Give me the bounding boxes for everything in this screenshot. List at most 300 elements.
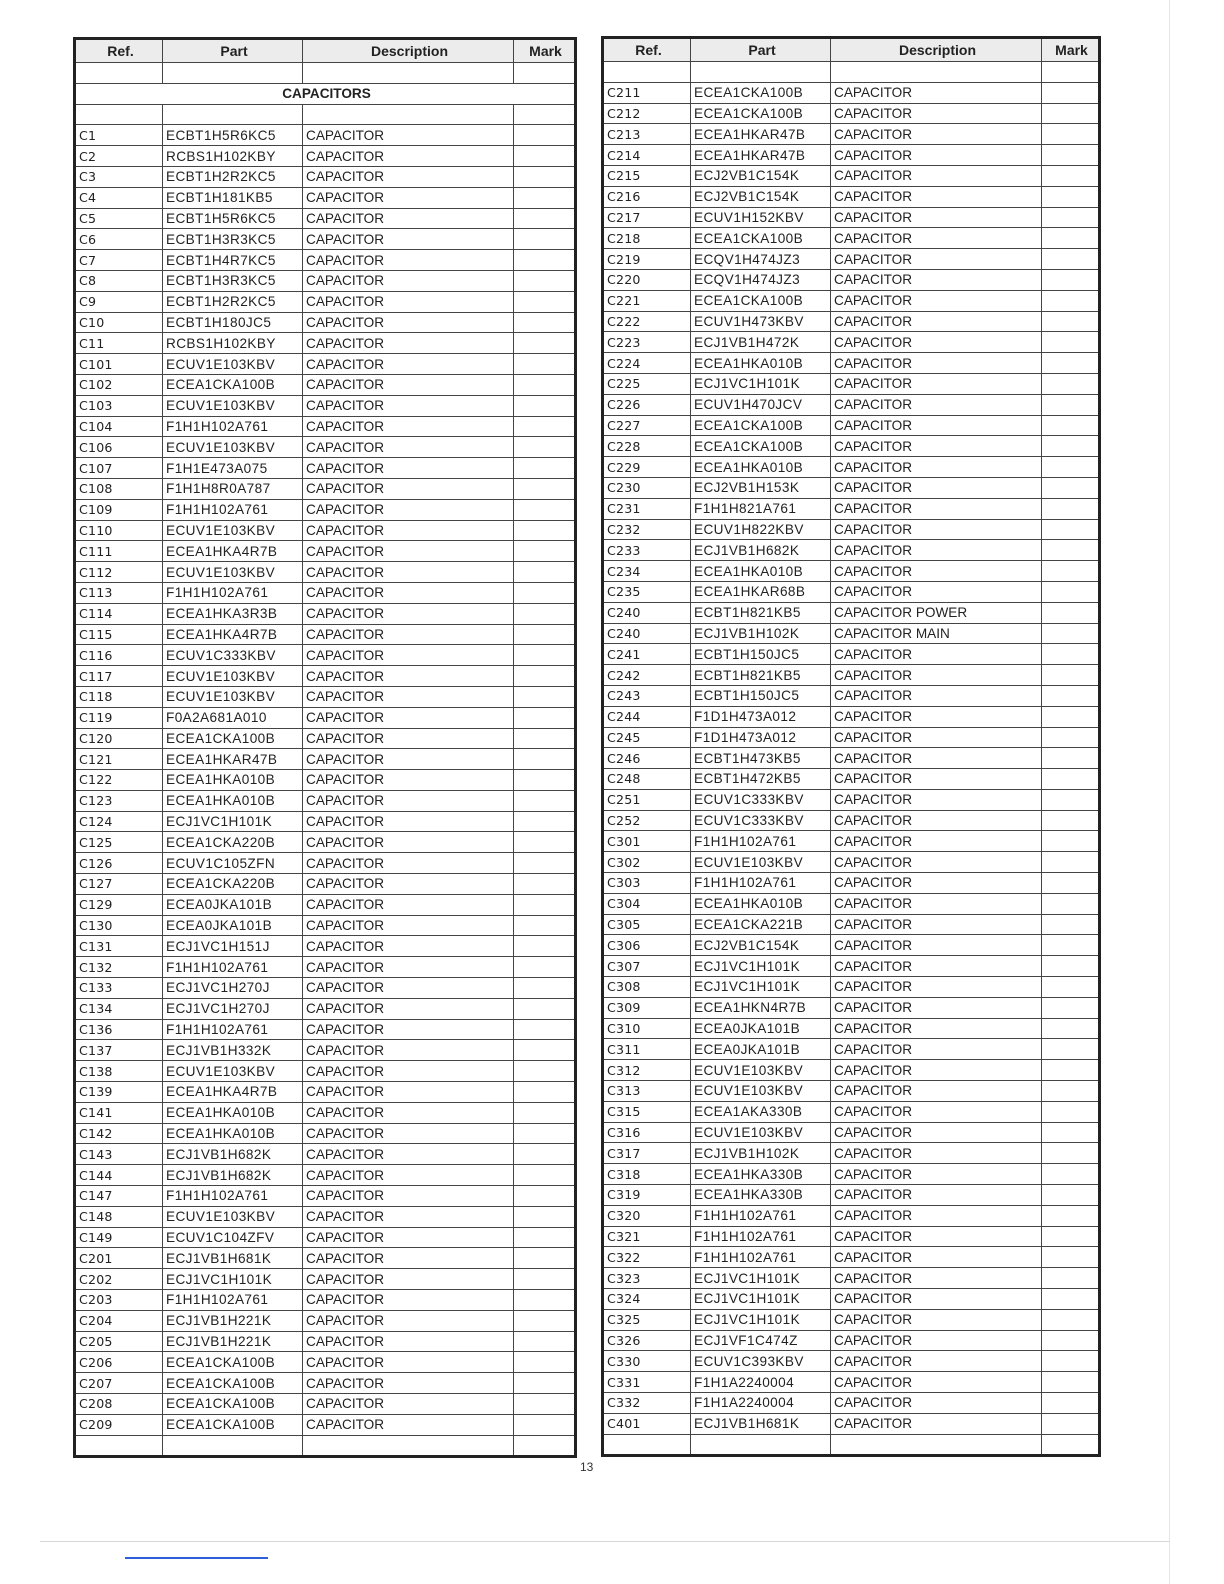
mark-cell <box>514 1123 576 1144</box>
description-cell: CAPACITOR <box>831 769 1042 790</box>
mark-cell <box>1042 914 1100 935</box>
part-cell: ECEA1CKA100B <box>691 228 831 249</box>
table-row <box>75 1331 576 1352</box>
table-row <box>603 1205 1100 1226</box>
description-cell: CAPACITOR <box>831 706 1042 727</box>
table-row <box>603 977 1100 998</box>
description-cell: CAPACITOR <box>303 1082 514 1103</box>
table-row <box>75 1352 576 1373</box>
description-cell: CAPACITOR <box>831 977 1042 998</box>
part-cell: ECEA1CKA220B <box>163 832 303 853</box>
table-row <box>603 852 1100 873</box>
mark-cell <box>1042 1351 1100 1372</box>
part-cell: ECJ1VB1H102K <box>691 1143 831 1164</box>
description-cell: CAPACITOR <box>831 852 1042 873</box>
part-cell: F1H1A2240004 <box>691 1393 831 1414</box>
table-row <box>75 1165 576 1186</box>
description-cell: CAPACITOR <box>303 978 514 999</box>
ref-cell: C310 <box>603 1018 691 1039</box>
part-cell: ECEA1CKA100B <box>691 103 831 124</box>
description-cell: CAPACITOR <box>303 749 514 770</box>
description-cell: CAPACITOR <box>303 1248 514 1269</box>
mark-cell <box>1042 935 1100 956</box>
description-cell: CAPACITOR <box>303 520 514 541</box>
table-row <box>603 1143 1100 1164</box>
ref-cell: C148 <box>75 1206 163 1227</box>
ref-cell: C110 <box>75 520 163 541</box>
column-header-part: Part <box>691 38 831 62</box>
description-cell: CAPACITOR <box>303 125 514 146</box>
ref-cell: C311 <box>603 1039 691 1060</box>
description-cell: CAPACITOR <box>831 1101 1042 1122</box>
mark-cell <box>1042 249 1100 270</box>
part-cell: ECEA1HKA010B <box>163 1102 303 1123</box>
description-cell: CAPACITOR <box>303 603 514 624</box>
part-cell: ECJ1VB1H682K <box>163 1144 303 1165</box>
mark-cell <box>514 1352 576 1373</box>
part-cell: ECUV1E103KBV <box>691 1060 831 1081</box>
ref-cell: C6 <box>75 229 163 250</box>
table-row <box>603 685 1100 706</box>
table-row <box>603 436 1100 457</box>
mark-cell <box>514 1040 576 1061</box>
part-cell: ECEA1CKA100B <box>163 728 303 749</box>
part-cell: ECUV1E103KBV <box>163 1061 303 1082</box>
table-row <box>75 603 576 624</box>
description-cell: CAPACITOR <box>831 1018 1042 1039</box>
table-row <box>75 1123 576 1144</box>
mark-cell <box>1042 789 1100 810</box>
table-row <box>75 1019 576 1040</box>
part-cell: ECUV1C333KBV <box>691 789 831 810</box>
ref-cell: C306 <box>603 935 691 956</box>
ref-cell: C1 <box>75 125 163 146</box>
table-row <box>603 498 1100 519</box>
part-cell: ECEA1CKA100B <box>163 1373 303 1394</box>
parts-table-left-body <box>75 63 576 1457</box>
ref-cell: C207 <box>75 1373 163 1394</box>
mark-cell <box>1042 685 1100 706</box>
description-cell: CAPACITOR <box>831 353 1042 374</box>
description-cell: CAPACITOR <box>831 540 1042 561</box>
mark-cell <box>514 1019 576 1040</box>
description-cell: CAPACITOR <box>303 395 514 416</box>
table-row <box>75 541 576 562</box>
table-row <box>603 311 1100 332</box>
mark-cell <box>1042 145 1100 166</box>
column-header-description: Description <box>831 38 1042 62</box>
part-cell: ECBT1H473KB5 <box>691 748 831 769</box>
table-row <box>603 1247 1100 1268</box>
table-row <box>603 810 1100 831</box>
table-row <box>75 458 576 479</box>
description-cell: CAPACITOR <box>831 124 1042 145</box>
table-row <box>603 1289 1100 1310</box>
description-cell: CAPACITOR <box>303 374 514 395</box>
ref-cell: C10 <box>75 312 163 333</box>
table-row <box>75 957 576 978</box>
part-cell: ECEA1HKAR47B <box>691 145 831 166</box>
description-cell: CAPACITOR <box>303 915 514 936</box>
table-row <box>603 1122 1100 1143</box>
table-row <box>75 645 576 666</box>
mark-cell <box>514 374 576 395</box>
part-cell: ECJ1VC1H101K <box>691 373 831 394</box>
description-cell: CAPACITOR <box>831 207 1042 228</box>
part-cell: ECUV1E103KBV <box>163 666 303 687</box>
table-row <box>603 145 1100 166</box>
ref-cell: C332 <box>603 1393 691 1414</box>
ref-cell: C305 <box>603 914 691 935</box>
ref-cell: C123 <box>75 790 163 811</box>
part-cell: ECJ2VB1H153K <box>691 477 831 498</box>
part-cell: ECJ1VC1H270J <box>163 978 303 999</box>
mark-cell <box>1042 852 1100 873</box>
description-cell: CAPACITOR <box>831 165 1042 186</box>
mark-cell <box>514 645 576 666</box>
description-cell: CAPACITOR <box>831 831 1042 852</box>
mark-cell <box>514 957 576 978</box>
description-cell: CAPACITOR <box>831 332 1042 353</box>
part-cell: ECEA1HKAR68B <box>691 581 831 602</box>
mark-cell <box>514 603 576 624</box>
description-cell: CAPACITOR <box>303 832 514 853</box>
description-cell: CAPACITOR <box>303 1123 514 1144</box>
table-row <box>603 373 1100 394</box>
part-cell: F1H1H102A761 <box>691 873 831 894</box>
ref-cell: C206 <box>75 1352 163 1373</box>
part-cell: ECJ1VC1H101K <box>691 956 831 977</box>
description-cell: CAPACITOR <box>831 1393 1042 1414</box>
mark-cell <box>514 874 576 895</box>
description-cell: CAPACITOR <box>831 1164 1042 1185</box>
description-cell: CAPACITOR <box>303 957 514 978</box>
description-cell: CAPACITOR POWER <box>831 602 1042 623</box>
ref-cell: C223 <box>603 332 691 353</box>
mark-cell <box>1042 706 1100 727</box>
part-cell: F1H1H102A761 <box>163 499 303 520</box>
mark-cell <box>1042 1247 1100 1268</box>
mark-cell <box>1042 124 1100 145</box>
ref-cell: C251 <box>603 789 691 810</box>
ref-cell: C122 <box>75 770 163 791</box>
description-cell: CAPACITOR <box>303 229 514 250</box>
part-cell: F0A2A681A010 <box>163 707 303 728</box>
ref-cell: C243 <box>603 685 691 706</box>
part-cell: ECJ1VC1H101K <box>691 1268 831 1289</box>
description-cell: CAPACITOR <box>303 1269 514 1290</box>
description-cell: CAPACITOR <box>303 1331 514 1352</box>
table-row <box>75 707 576 728</box>
description-cell: CAPACITOR <box>303 790 514 811</box>
mark-cell <box>514 312 576 333</box>
ref-cell: C209 <box>75 1414 163 1435</box>
description-cell: CAPACITOR <box>831 1413 1042 1434</box>
description-cell: CAPACITOR <box>831 810 1042 831</box>
table-row <box>603 1393 1100 1414</box>
mark-cell <box>1042 1309 1100 1330</box>
description-cell: CAPACITOR <box>303 998 514 1019</box>
table-row <box>603 623 1100 644</box>
part-cell: F1H1H102A761 <box>163 1186 303 1207</box>
mark-cell <box>1042 519 1100 540</box>
header-row <box>603 38 1100 62</box>
ref-cell: C117 <box>75 666 163 687</box>
part-cell: ECEA1AKA330B <box>691 1101 831 1122</box>
description-cell: CAPACITOR <box>303 1061 514 1082</box>
ref-cell: C137 <box>75 1040 163 1061</box>
part-cell: ECBT1H5R6KC5 <box>163 208 303 229</box>
part-cell: ECEA1CKA100B <box>691 436 831 457</box>
ref-cell: C111 <box>75 541 163 562</box>
part-cell: ECEA1HKA010B <box>691 561 831 582</box>
part-cell: ECQV1H474JZ3 <box>691 269 831 290</box>
part-cell: ECUV1E103KBV <box>691 1081 831 1102</box>
table-row <box>603 415 1100 436</box>
description-cell: CAPACITOR <box>303 894 514 915</box>
description-cell: CAPACITOR <box>303 1394 514 1415</box>
ref-cell: C133 <box>75 978 163 999</box>
table-row <box>75 478 576 499</box>
part-cell: F1H1H8R0A787 <box>163 478 303 499</box>
table-row <box>75 146 576 167</box>
table-row <box>75 520 576 541</box>
mark-cell <box>1042 415 1100 436</box>
table-row <box>75 1040 576 1061</box>
part-cell: ECJ1VC1H101K <box>163 811 303 832</box>
part-cell: ECEA0JKA101B <box>691 1039 831 1060</box>
mark-cell <box>514 832 576 853</box>
table-row <box>603 1164 1100 1185</box>
description-cell: CAPACITOR <box>831 436 1042 457</box>
table-row <box>603 997 1100 1018</box>
table-row <box>75 395 576 416</box>
description-cell: CAPACITOR <box>831 561 1042 582</box>
mark-cell <box>1042 540 1100 561</box>
table-row <box>603 1309 1100 1330</box>
ref-cell: C323 <box>603 1268 691 1289</box>
description-cell: CAPACITOR <box>831 581 1042 602</box>
mark-cell <box>514 1227 576 1248</box>
mark-cell <box>1042 1185 1100 1206</box>
mark-cell <box>1042 644 1100 665</box>
ref-cell: C115 <box>75 624 163 645</box>
description-cell: CAPACITOR <box>831 186 1042 207</box>
mark-cell <box>514 541 576 562</box>
mark-cell <box>514 1373 576 1394</box>
description-cell: CAPACITOR <box>303 312 514 333</box>
description-cell: CAPACITOR <box>303 874 514 895</box>
description-cell: CAPACITOR <box>303 624 514 645</box>
table-row <box>75 125 576 146</box>
blank-row <box>75 1435 576 1457</box>
description-cell: CAPACITOR <box>831 727 1042 748</box>
description-cell: CAPACITOR <box>303 416 514 437</box>
mark-cell <box>514 749 576 770</box>
mark-cell <box>1042 373 1100 394</box>
ref-cell: C401 <box>603 1413 691 1434</box>
ref-cell: C240 <box>603 623 691 644</box>
mark-cell <box>514 1290 576 1311</box>
description-cell: CAPACITOR <box>303 291 514 312</box>
table-row <box>75 1310 576 1331</box>
description-cell: CAPACITOR <box>303 333 514 354</box>
description-cell: CAPACITOR <box>303 146 514 167</box>
description-cell: CAPACITOR <box>303 1352 514 1373</box>
part-cell: ECJ2VB1C154K <box>691 186 831 207</box>
table-row <box>603 124 1100 145</box>
mark-cell <box>1042 1018 1100 1039</box>
ref-cell: C233 <box>603 540 691 561</box>
ref-cell: C203 <box>75 1290 163 1311</box>
part-cell: ECEA1HKA010B <box>163 770 303 791</box>
mark-cell <box>514 354 576 375</box>
ref-cell: C301 <box>603 831 691 852</box>
ref-cell: C325 <box>603 1309 691 1330</box>
table-row <box>603 561 1100 582</box>
mark-cell <box>514 998 576 1019</box>
table-row <box>75 998 576 1019</box>
ref-cell: C7 <box>75 250 163 271</box>
table-row <box>75 1102 576 1123</box>
blank-row <box>603 62 1100 83</box>
table-row <box>75 915 576 936</box>
description-cell: CAPACITOR <box>303 1373 514 1394</box>
mark-cell <box>514 125 576 146</box>
table-row <box>75 790 576 811</box>
table-row <box>75 1186 576 1207</box>
part-cell: F1H1H102A761 <box>691 1226 831 1247</box>
table-row <box>75 894 576 915</box>
ref-cell: C11 <box>75 333 163 354</box>
mark-cell <box>514 416 576 437</box>
part-cell: ECUV1C393KBV <box>691 1351 831 1372</box>
description-cell: CAPACITOR <box>831 997 1042 1018</box>
description-cell: CAPACITOR <box>831 477 1042 498</box>
mark-cell <box>514 686 576 707</box>
table-row <box>75 437 576 458</box>
mark-cell <box>514 1331 576 1352</box>
table-row <box>603 769 1100 790</box>
mark-cell <box>1042 997 1100 1018</box>
description-cell: CAPACITOR <box>831 748 1042 769</box>
ref-cell: C308 <box>603 977 691 998</box>
ref-cell: C331 <box>603 1372 691 1393</box>
table-row <box>603 1018 1100 1039</box>
mark-cell <box>514 770 576 791</box>
ref-cell: C219 <box>603 249 691 270</box>
mark-cell <box>514 1061 576 1082</box>
table-row <box>75 416 576 437</box>
part-cell: F1H1H102A761 <box>691 1205 831 1226</box>
mark-cell <box>1042 769 1100 790</box>
mark-cell <box>514 936 576 957</box>
part-cell: ECBT1H150JC5 <box>691 644 831 665</box>
ref-cell: C217 <box>603 207 691 228</box>
ref-cell: C202 <box>75 1269 163 1290</box>
table-row <box>603 1351 1100 1372</box>
ref-cell: C141 <box>75 1102 163 1123</box>
mark-cell <box>1042 1413 1100 1434</box>
table-row <box>603 457 1100 478</box>
ref-cell: C321 <box>603 1226 691 1247</box>
part-cell: RCBS1H102KBY <box>163 333 303 354</box>
ref-cell: C240 <box>603 602 691 623</box>
mark-cell <box>1042 353 1100 374</box>
part-cell: ECUV1E103KBV <box>163 437 303 458</box>
table-row <box>603 186 1100 207</box>
description-cell: CAPACITOR <box>303 1102 514 1123</box>
table-row <box>75 749 576 770</box>
part-cell: ECUV1E103KBV <box>691 852 831 873</box>
description-cell: CAPACITOR <box>303 187 514 208</box>
description-cell: CAPACITOR <box>303 666 514 687</box>
part-cell: ECJ1VB1H221K <box>163 1331 303 1352</box>
ref-cell: C224 <box>603 353 691 374</box>
ref-cell: C104 <box>75 416 163 437</box>
ref-cell: C248 <box>603 769 691 790</box>
footer-link-underline <box>125 1557 268 1559</box>
table-row <box>75 666 576 687</box>
table-row <box>75 770 576 791</box>
table-row <box>603 1330 1100 1351</box>
table-row <box>603 1413 1100 1434</box>
section-row <box>75 83 576 104</box>
ref-cell: C114 <box>75 603 163 624</box>
part-cell: ECUV1E103KBV <box>163 354 303 375</box>
ref-cell: C211 <box>603 82 691 103</box>
mark-cell <box>514 707 576 728</box>
description-cell: CAPACITOR <box>831 685 1042 706</box>
part-cell: ECUV1H470JCV <box>691 394 831 415</box>
ref-cell: C215 <box>603 165 691 186</box>
column-header-ref: Ref. <box>75 39 163 63</box>
ref-cell: C303 <box>603 873 691 894</box>
ref-cell: C106 <box>75 437 163 458</box>
description-cell: CAPACITOR <box>303 1310 514 1331</box>
ref-cell: C112 <box>75 562 163 583</box>
mark-cell <box>514 229 576 250</box>
column-header-part: Part <box>163 39 303 63</box>
description-cell: CAPACITOR <box>831 1268 1042 1289</box>
description-cell: CAPACITOR <box>303 1206 514 1227</box>
table-row <box>603 394 1100 415</box>
table-row <box>603 165 1100 186</box>
part-cell: ECEA1HKN4R7B <box>691 997 831 1018</box>
description-cell: CAPACITOR <box>831 269 1042 290</box>
mark-cell <box>1042 1101 1100 1122</box>
description-cell: CAPACITOR <box>831 394 1042 415</box>
header-row <box>75 39 576 63</box>
description-cell: CAPACITOR <box>831 1330 1042 1351</box>
mark-cell <box>514 562 576 583</box>
part-cell: ECUV1E103KBV <box>163 562 303 583</box>
part-cell: ECJ1VC1H101K <box>691 1289 831 1310</box>
ref-cell: C234 <box>603 561 691 582</box>
column-header-mark: Mark <box>514 39 576 63</box>
table-row <box>603 914 1100 935</box>
table-row <box>75 187 576 208</box>
ref-cell: C307 <box>603 956 691 977</box>
description-cell: CAPACITOR <box>831 311 1042 332</box>
description-cell: CAPACITOR <box>303 686 514 707</box>
part-cell: ECJ1VB1H681K <box>691 1413 831 1434</box>
table-row <box>603 1372 1100 1393</box>
ref-cell: C103 <box>75 395 163 416</box>
mark-cell <box>514 1269 576 1290</box>
part-cell: ECEA1CKA221B <box>691 914 831 935</box>
part-cell: ECUV1C333KBV <box>691 810 831 831</box>
